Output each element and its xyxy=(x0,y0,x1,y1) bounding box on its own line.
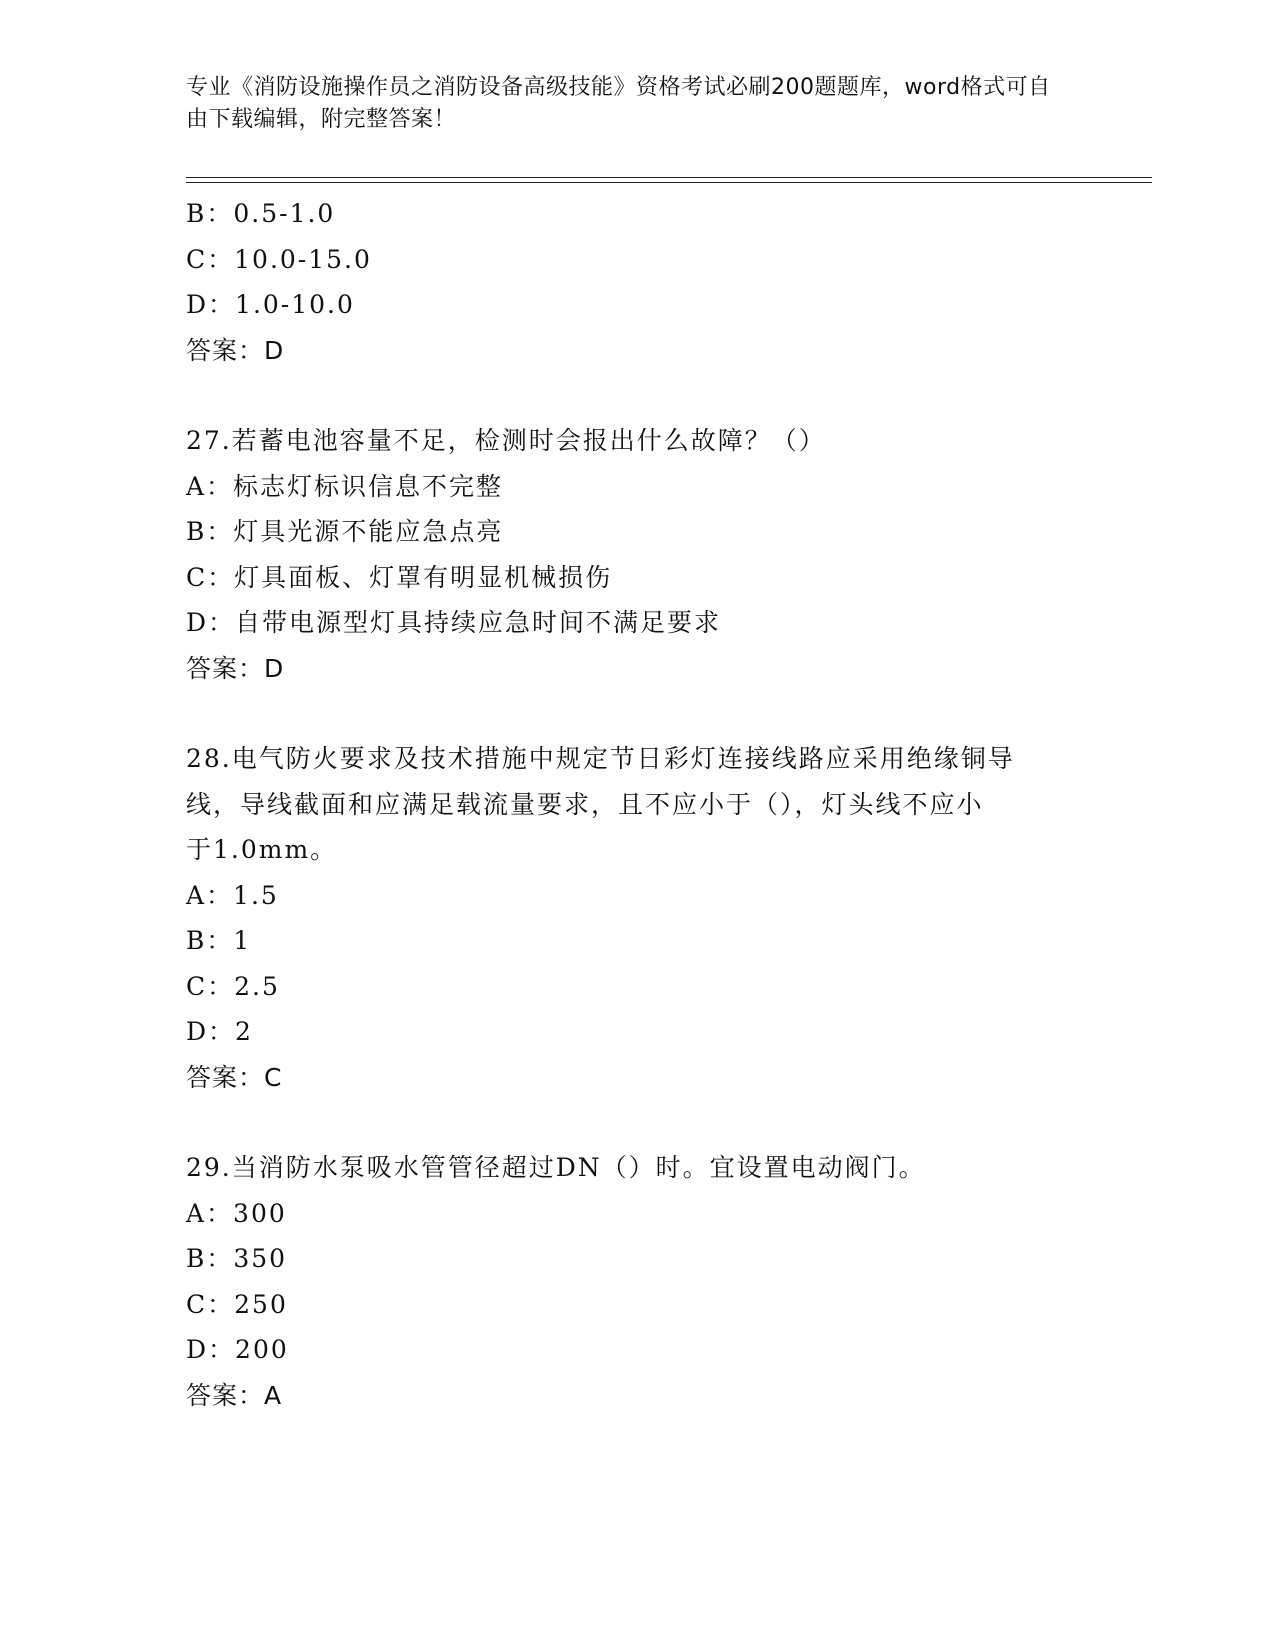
option-c: C：2.5 xyxy=(186,971,280,1001)
question-29 xyxy=(186,1145,1066,1418)
option-c: C：灯具面板、灯罩有明显机械损伤 xyxy=(186,562,613,592)
question-text-line-1: 28.电气防火要求及技术措施中规定节日彩灯连接线路应采用绝缘铜导 xyxy=(186,744,1015,773)
answer-line: 答案：C xyxy=(186,1062,283,1092)
answer-line: 答案：D xyxy=(186,653,285,683)
header-divider-top xyxy=(186,177,1152,178)
answer-line: 答案：D xyxy=(186,335,285,365)
question-list xyxy=(186,191,1066,1418)
option-b: B：0.5-1.0 xyxy=(186,199,336,228)
question-text-line-2: 线，导线截面和应满足载流量要求，且不应小于（），灯头线不应小 xyxy=(186,789,984,819)
question-text-line-3: 于1.0mm。 xyxy=(186,835,338,864)
option-b: B：350 xyxy=(186,1244,288,1273)
header-divider-bottom xyxy=(186,182,1152,183)
option-c: C：10.0-15.0 xyxy=(186,244,372,274)
option-b: B：1 xyxy=(186,926,252,955)
answer-line: 答案：A xyxy=(186,1380,283,1410)
option-d: D：自带电源型灯具持续应急时间不满足要求 xyxy=(186,608,722,637)
option-d: D：1.0-10.0 xyxy=(186,290,355,319)
question-28 xyxy=(186,736,1066,1100)
question-text: 27.若蓄电池容量不足，检测时会报出什么故障？（） xyxy=(186,426,826,455)
option-b: B：灯具光源不能应急点亮 xyxy=(186,517,504,546)
question-26-partial xyxy=(186,191,1066,373)
option-c: C：250 xyxy=(186,1289,288,1319)
document-header: 专业《消防设施操作员之消防设备高级技能》资格考试必刷200题题库，word格式可自由下载编辑，附完整答案！ xyxy=(186,75,1051,132)
question-27 xyxy=(186,418,1066,691)
option-a: A：标志灯标识信息不完整 xyxy=(186,471,504,501)
option-a: A：300 xyxy=(186,1198,287,1228)
option-d: D：2 xyxy=(186,1017,253,1046)
option-d: D：200 xyxy=(186,1335,289,1364)
option-a: A：1.5 xyxy=(186,880,279,910)
question-text: 29.当消防水泵吸水管管径超过DN（）时。宜设置电动阀门。 xyxy=(186,1153,926,1182)
